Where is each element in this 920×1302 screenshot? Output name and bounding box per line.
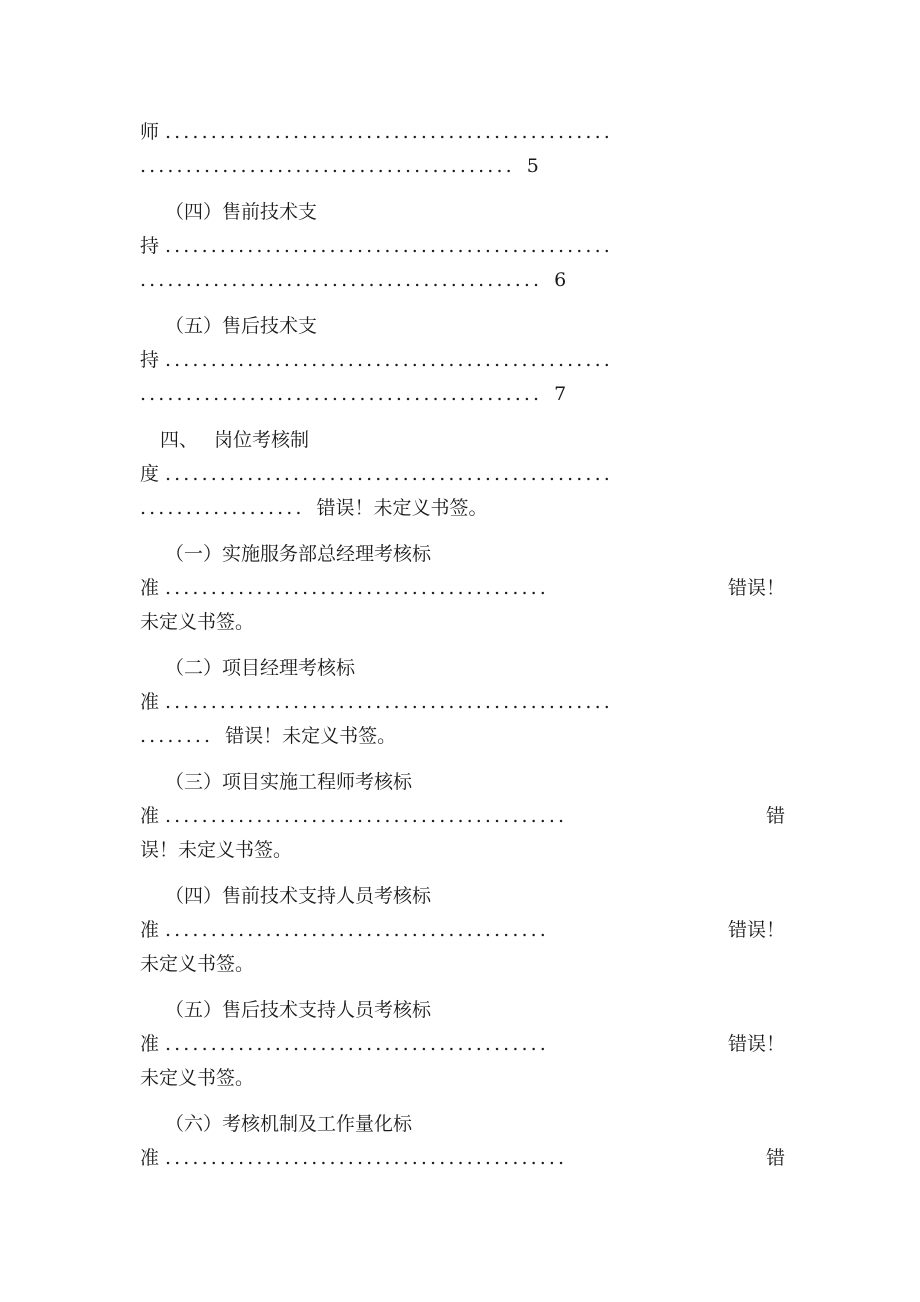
toc-page-ref-cont: 未定义书签。: [140, 611, 255, 633]
toc-page-ref: 错误！: [727, 919, 785, 941]
toc-entry-heading[interactable]: （四）售前技术支持人员考核标: [165, 885, 432, 907]
toc-entry-heading[interactable]: （二）项目经理考核标: [165, 657, 356, 679]
dot-leader: .................................................: [165, 691, 613, 713]
toc-entry-char: 准: [140, 919, 160, 941]
toc-entry-char: 持: [140, 235, 160, 257]
toc-line: [140, 801, 785, 831]
toc-entry-char: 持: [140, 349, 160, 371]
dot-leader: ..................: [140, 497, 305, 519]
toc-line: [140, 573, 785, 603]
toc-entry-heading[interactable]: （五）售后技术支: [165, 315, 318, 337]
toc-section-number: 四、: [160, 429, 199, 451]
toc-line: [140, 231, 785, 261]
toc-line: [140, 915, 785, 945]
toc-page-number: 6: [554, 269, 567, 291]
toc-page-number: 5: [526, 155, 539, 177]
toc-section-title: 岗位考核制: [214, 429, 310, 451]
toc-entry-char: 准: [140, 805, 160, 827]
toc-line: [140, 1143, 785, 1173]
dot-leader: ..........................................: [165, 919, 549, 941]
toc-entry-heading[interactable]: （五）售后技术支持人员考核标: [165, 999, 432, 1021]
toc-page-ref: 错误！未定义书签。: [316, 497, 488, 519]
dot-leader: .................................................: [165, 121, 613, 143]
toc-line: [140, 379, 785, 409]
dot-leader: ........: [140, 725, 214, 747]
toc-entry-char: 师: [140, 121, 160, 143]
toc-entry-char: 准: [140, 691, 160, 713]
toc-page-ref: 错: [765, 1147, 785, 1169]
toc-entry-heading[interactable]: （四）售前技术支: [165, 201, 318, 223]
toc-entry-char: 准: [140, 1147, 160, 1169]
toc-line: [140, 721, 785, 751]
toc-entry-heading[interactable]: [160, 425, 780, 455]
toc-page-ref: 错误！: [727, 577, 785, 599]
toc-entry-heading[interactable]: （六）考核机制及工作量化标: [165, 1113, 413, 1135]
toc-line: [140, 1029, 785, 1059]
dot-leader: ............................................: [140, 269, 543, 291]
toc-page-ref: 错误！: [727, 1033, 785, 1055]
dot-leader: .................................................: [165, 349, 613, 371]
toc-entry-char: 准: [140, 577, 160, 599]
dot-leader: ............................................: [140, 383, 543, 405]
toc-entry-heading[interactable]: （三）项目实施工程师考核标: [165, 771, 413, 793]
toc-entry-heading[interactable]: （一）实施服务部总经理考核标: [165, 543, 432, 565]
toc-page-number: 7: [554, 383, 567, 405]
dot-leader: ............................................: [165, 1147, 568, 1169]
dot-leader: ..........................................: [165, 1033, 549, 1055]
dot-leader: .................................................: [165, 463, 613, 485]
toc-page-ref-cont: 未定义书签。: [140, 953, 255, 975]
dot-leader: ............................................: [165, 805, 568, 827]
toc-line: [140, 687, 785, 717]
toc-line: [140, 265, 785, 295]
toc-line: [140, 345, 785, 375]
toc-page-ref: 错: [765, 805, 785, 827]
toc-line: [140, 459, 785, 489]
toc-entry-char: 准: [140, 1033, 160, 1055]
toc-entry-char: 度: [140, 463, 160, 485]
dot-leader: .........................................: [140, 155, 515, 177]
toc-page-ref-cont: 误！未定义书签。: [140, 839, 293, 861]
toc-page-ref-cont: 未定义书签。: [140, 1067, 255, 1089]
toc-line: [140, 493, 785, 523]
toc-line: [140, 151, 785, 181]
toc-line: [140, 117, 785, 147]
dot-leader: .................................................: [165, 235, 613, 257]
dot-leader: ..........................................: [165, 577, 549, 599]
toc-page-ref: 错误！未定义书签。: [225, 725, 397, 747]
